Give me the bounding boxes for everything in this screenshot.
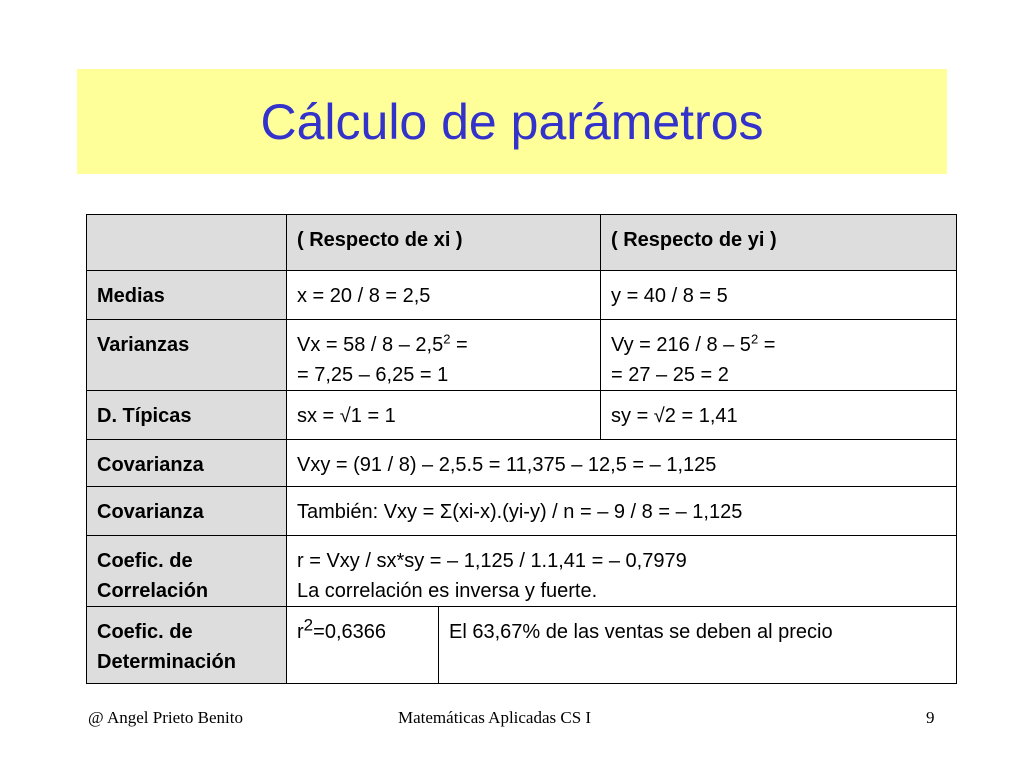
header-blank-cell xyxy=(87,215,287,271)
correlacion-interpretation: La correlación es inversa y fuerte. xyxy=(297,580,598,602)
table-row-correlacion xyxy=(87,536,957,607)
table-row-determinacion xyxy=(87,607,957,684)
table-row-varianzas xyxy=(87,320,957,391)
footer-page-number: 9 xyxy=(926,708,935,727)
varianza-x-line1: $Vx = 58 / 8 - 2,5^2$ = xyxy=(297,331,468,356)
row-label-covarianza-2: Covarianza xyxy=(87,487,287,536)
correlacion-value xyxy=(287,536,957,607)
table-row-covarianza-2 xyxy=(87,487,957,536)
title-banner xyxy=(77,69,947,174)
table-row-covarianza-1 xyxy=(87,440,957,487)
medias-y: y = 40 / 8 = 5 xyxy=(601,271,957,320)
table-row-medias xyxy=(87,271,957,320)
row-label-covarianza-1: Covarianza xyxy=(87,440,287,487)
tipica-x: sx = √1 = 1 xyxy=(287,391,601,440)
varianza-y xyxy=(601,320,957,391)
footer-course: Matemáticas Aplicadas CS I xyxy=(398,708,592,727)
varianza-x-exponent: 2 xyxy=(443,331,451,347)
table-header-row xyxy=(87,215,957,271)
page-title: Cálculo de parámetros xyxy=(260,93,764,150)
covarianza-formula-2: También: Vxy = Σ(xi-x).(yi-y) / n = – 9 / 8 = – 1,125 xyxy=(287,487,957,536)
footer-author: @ Angel Prieto Benito xyxy=(88,708,243,727)
row-label-varianzas: Varianzas xyxy=(87,320,287,391)
correlacion-formula: r = Vxy / sx*sy = – 1,125 / 1.1,41 = – 0,7979 xyxy=(297,550,687,572)
row-label-determinacion: Coefic. de Determinación xyxy=(87,607,287,684)
row-label-tipicas: D. Típicas xyxy=(87,391,287,440)
covarianza-formula-1: Vxy = (91 / 8) – 2,5.5 = 11,375 – 12,5 = – 1,125 xyxy=(287,440,957,487)
row-label-correlacion: Coefic. de Correlación xyxy=(87,536,287,607)
header-respecto-yi: ( Respecto de yi ) xyxy=(601,215,957,271)
varianza-x-line2: = 7,25 – 6,25 = 1 xyxy=(297,364,449,386)
parameters-table xyxy=(86,214,957,684)
varianza-y-line2: = 27 – 25 = 2 xyxy=(611,364,729,386)
determinacion-value: $r^2=0,6366$ xyxy=(287,607,439,684)
header-respecto-xi: ( Respecto de xi ) xyxy=(287,215,601,271)
varianza-x xyxy=(287,320,601,391)
row-label-medias: Medias xyxy=(87,271,287,320)
tipica-y: sy = √2 = 1,41 xyxy=(601,391,957,440)
determinacion-note: El 63,67% de las ventas se deben al precio xyxy=(439,607,957,684)
determinacion-exponent: 2 xyxy=(303,615,314,635)
table-row-tipicas xyxy=(87,391,957,440)
varianza-y-exponent: 2 xyxy=(750,331,759,347)
varianza-y-line1: $Vy = 216 / 8 - 5^2$ = xyxy=(611,331,776,356)
medias-x: x = 20 / 8 = 2,5 xyxy=(287,271,601,320)
